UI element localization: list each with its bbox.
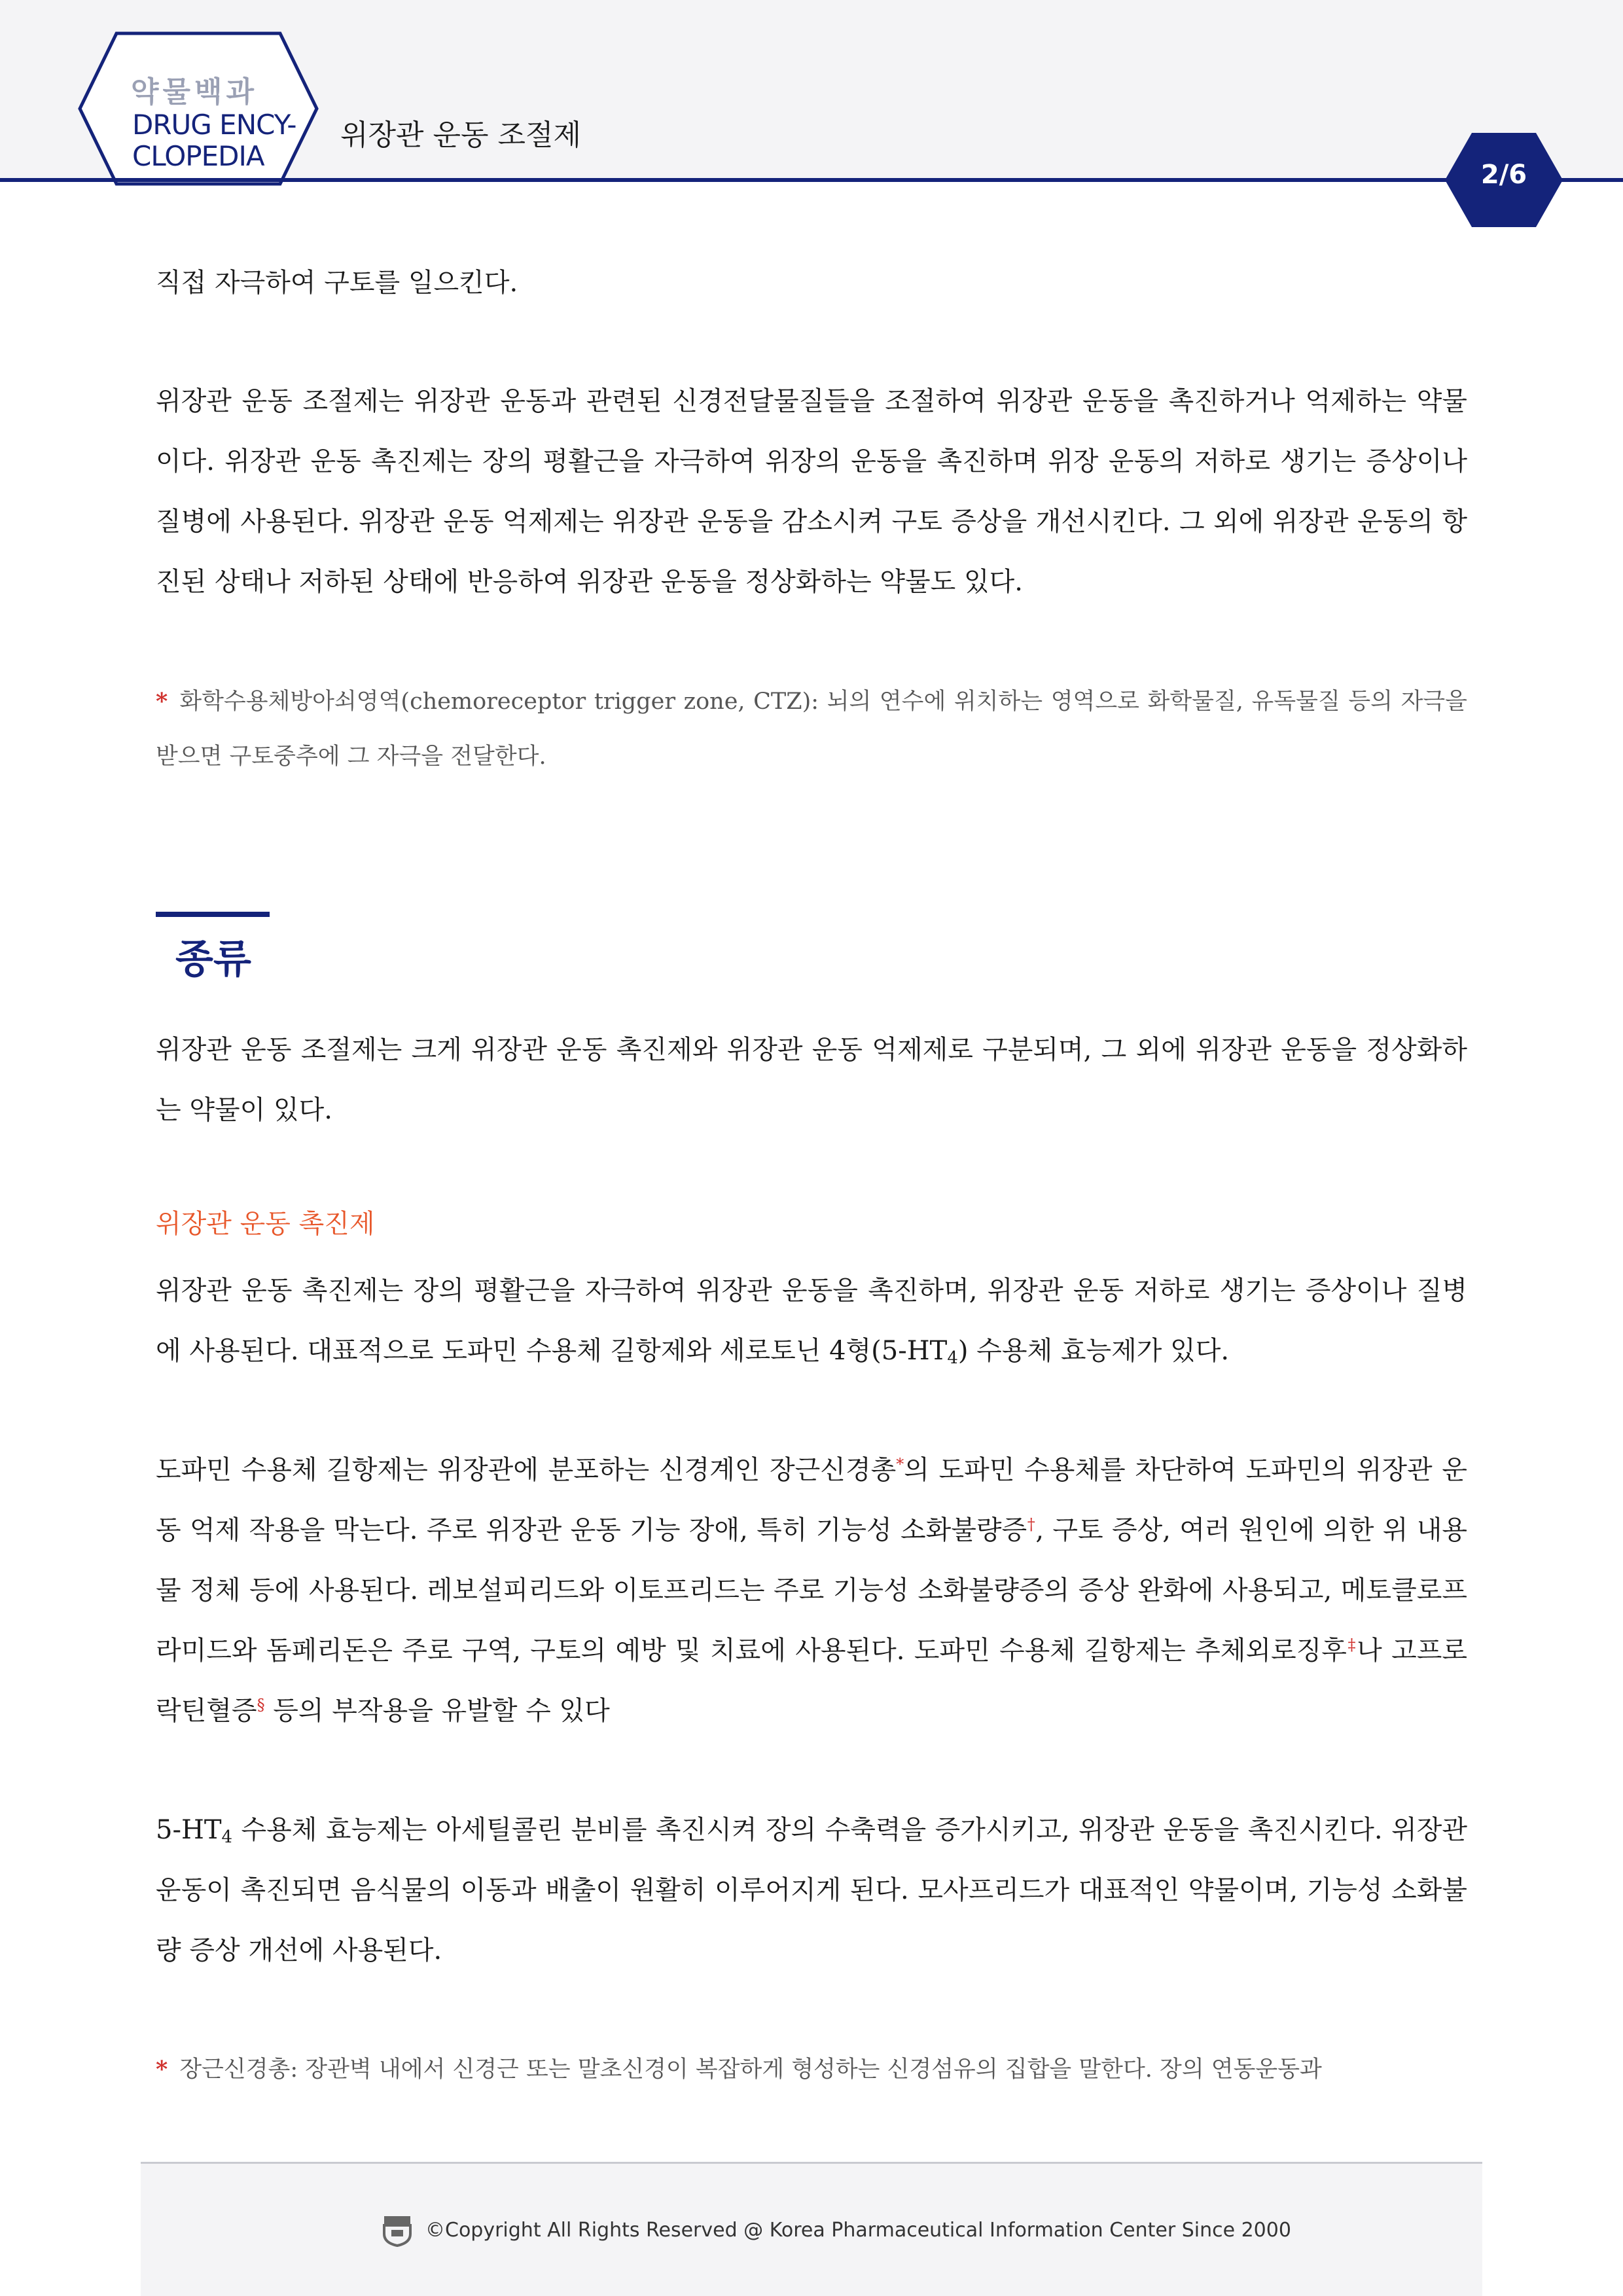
paragraph-intro-continued: 직접 자극하여 구토를 일으킨다.: [156, 268, 518, 298]
text-run: ) 수용체 효능제가 있다.: [957, 1336, 1230, 1366]
header-title: 위장관 운동 조절제: [340, 118, 582, 152]
logo-line-2: CLOPEDIA: [132, 140, 264, 172]
header-rule: [0, 178, 1623, 182]
paragraph-types: 위장관 운동 조절제는 크게 위장관 운동 촉진제와 위장관 운동 억제제로 구분되며, 그 외에 위장관 운동을 정상화하는 약물이 있다.: [156, 1035, 1467, 1125]
text-run: 수용체 효능제는 아세틸콜린 분비를 촉진시켜 장의 수축력을 증가시키고, 위장관 운동을 촉진시킨다. 위장관 운동이 촉진되면 음식물의 이동과 배출이 원활히 이루어지게 된다. 모사프리드가 대표적인 약물이며, 기능성 소화불량 증상 개선에 사용된다.: [156, 1815, 1467, 1965]
footnote-marker: †: [1027, 1515, 1036, 1534]
footnote-ctz-text: 화학수용체방아쇠영역(chemoreceptor trigger zone, CTZ): 뇌의 연수에 위치하는 영역으로 화학물질, 유독물질 등의 자극을 받으면 구토중추에 그 자극을 전달한다.: [156, 689, 1467, 770]
text-run: 도파민 수용체 길항제는 위장관에 분포하는 신경계인 장근신경총: [156, 1455, 897, 1485]
paragraph-5ht4-agonists: [156, 1800, 1467, 1981]
section-title: 종류: [175, 937, 251, 982]
text-run: 의 도파민 수용체를 차단하여 도파민의 위장관 운동 억제 작용을 막는다. 주로 위장관 운동 기능 장애, 특히 기능성 소화불량증: [156, 1455, 1467, 1545]
footnote-myenteric-plexus: [156, 2042, 1467, 2097]
footnote-marker: *: [896, 1455, 904, 1473]
section-accent-bar: [156, 912, 270, 917]
footer-rule: [141, 2162, 1482, 2164]
paragraph-prokinetics: [156, 1261, 1467, 1381]
footnote-asterisk: *: [156, 2056, 168, 2083]
subscript: 4: [221, 1827, 233, 1847]
footnote-myenteric-text: 장근신경총: 장관벽 내에서 신경근 또는 말초신경이 복잡하게 형성하는 신경섬유의 집합을 말한다. 장의 연동운동과: [179, 2056, 1322, 2083]
crest-icon: [382, 2214, 412, 2247]
subheading-prokinetics: 위장관 운동 촉진제: [156, 1209, 375, 1239]
text-run: 등의 부작용을 유발할 수 있다: [264, 1696, 610, 1726]
footnote-ctz: [156, 674, 1467, 784]
text-run: 위장관 운동 촉진제는 장의 평활근을 자극하여 위장관 운동을 촉진하며, 위장관 운동 저하로 생기는 증상이나 질병에 사용된다. 대표적으로 도파민 수용체 길항제와 세로토닌 4형(5-HT: [156, 1276, 1467, 1366]
paragraph-overview: 위장관 운동 조절제는 위장관 운동과 관련된 신경전달물질들을 조절하여 위장관 운동을 촉진하거나 억제하는 약물이다. 위장관 운동 촉진제는 장의 평활근을 자극하여 위장의 운동을 촉진하며 위장 운동의 저하로 생기는 증상이나 질병에 사용된다. 위장관 운동 억제제는 위장관 운동을 감소시켜 구토 증상을 개선시킨다. 그 외에 위장관 운동의 항진된 상태나 저하된 상태에 반응하여 위장관 운동을 정상화하는 약물도 있다.: [156, 386, 1467, 597]
footnote-marker: §: [257, 1696, 265, 1714]
logo-line-1: DRUG ENCY-: [132, 109, 296, 141]
footnote-marker: ‡: [1346, 1636, 1357, 1654]
text-run: 5-HT: [156, 1815, 222, 1845]
logo-korean: 약물백과: [131, 75, 259, 109]
page-indicator: 2/6: [1480, 160, 1527, 190]
text-run: , 구토 증상, 여러 원인에 의한 위 내용물 정체 등에 사용된다. 레보설피리드와 이토프리드는 주로 기능성 소화불량증의 증상 완화에 사용되고, 메토클로프라미드와 돔페리돈은 주로 구역, 구토의 예방 및 치료에 사용된다. 도파민 수용체 길항제는 추체외로징후: [156, 1515, 1468, 1666]
footnote-asterisk: *: [156, 688, 168, 715]
subscript: 4: [947, 1348, 958, 1368]
text-run: 나 고프로락틴혈증: [156, 1636, 1468, 1726]
footer-copyright: ©Copyright All Rights Reserved @ Korea Pharmaceutical Information Center Since 2000: [425, 2219, 1291, 2242]
paragraph-dopamine-antagonists: [156, 1440, 1467, 1741]
